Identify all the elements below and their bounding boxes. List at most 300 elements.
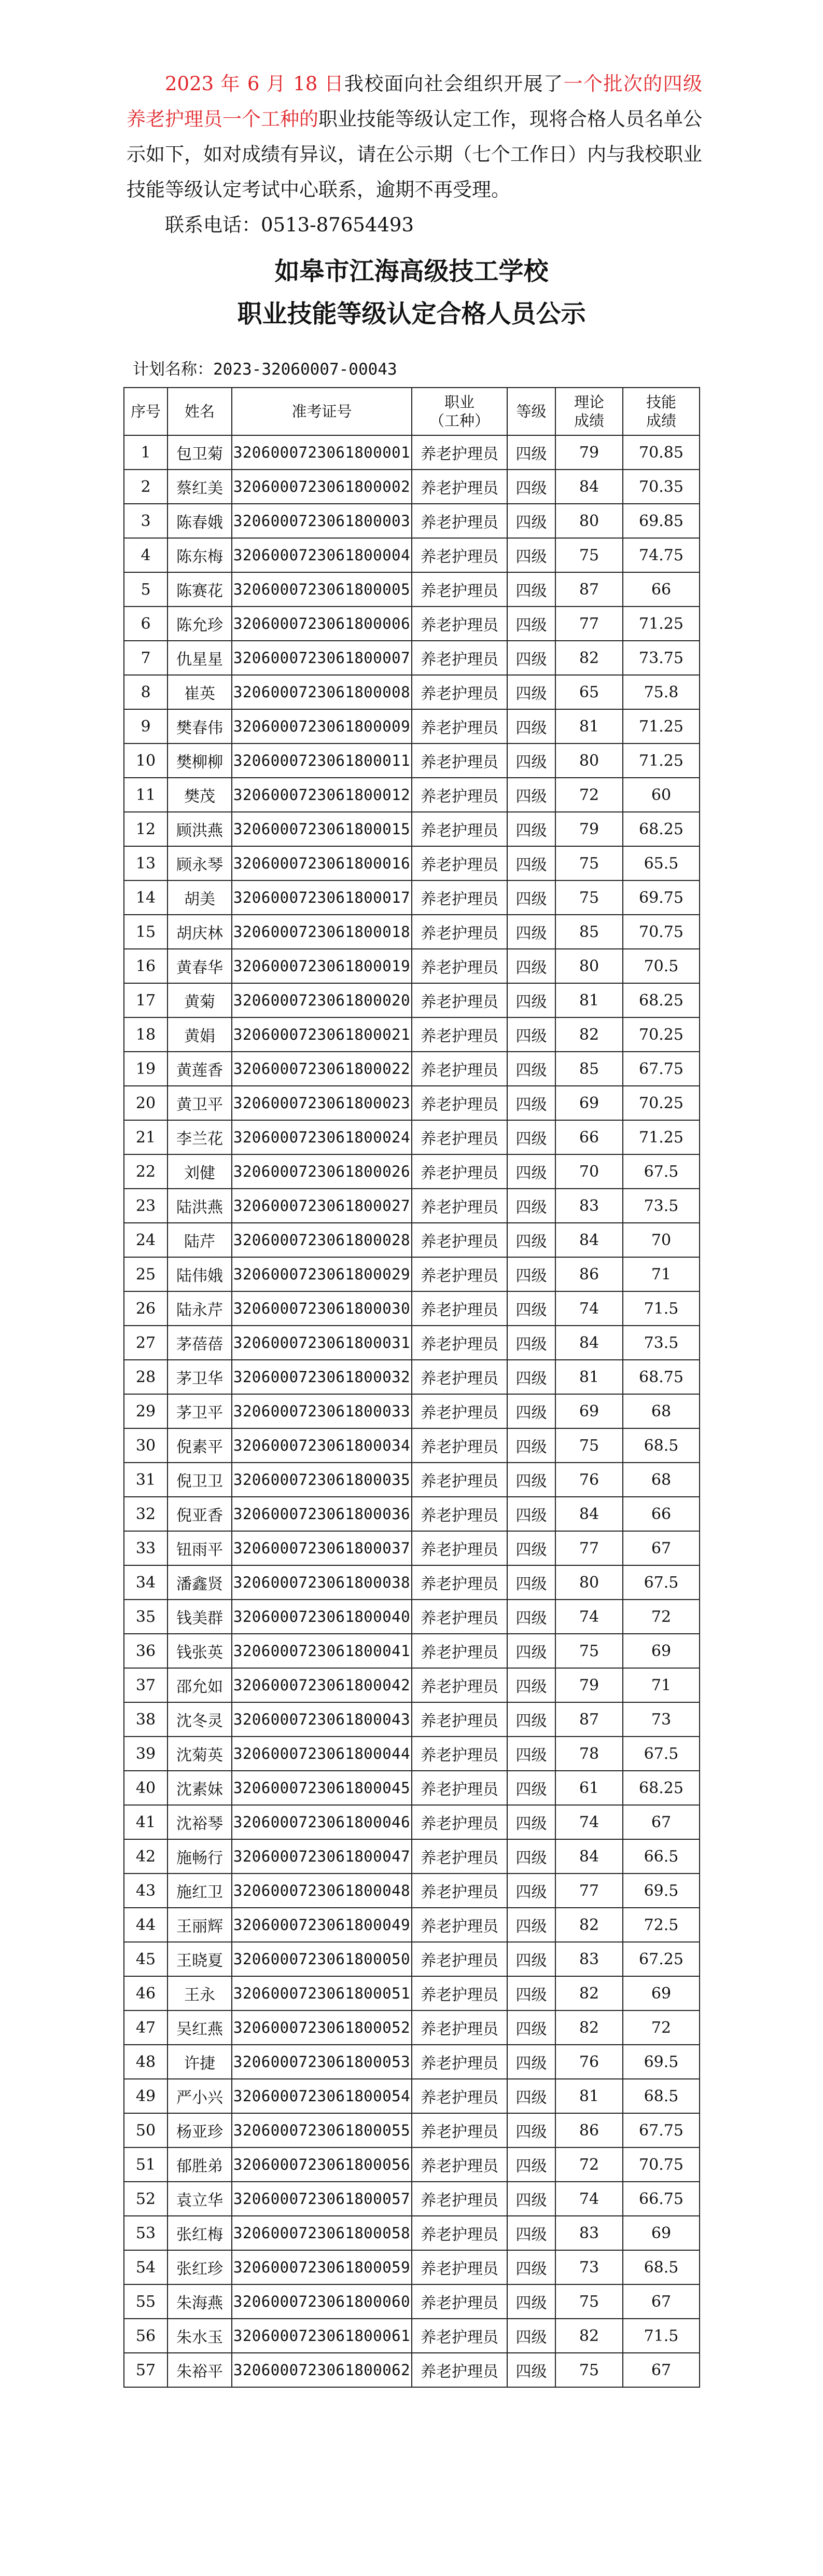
table-row xyxy=(124,1223,700,1257)
cell-skill: 68.5 xyxy=(623,1428,700,1463)
cell-skill: 70.75 xyxy=(623,915,700,949)
table-row xyxy=(124,435,700,470)
cell-level: 四级 xyxy=(507,675,555,709)
cell-level: 四级 xyxy=(507,1326,555,1360)
cell-occupation: 养老护理员 xyxy=(412,1600,507,1634)
table-row xyxy=(124,1976,700,2010)
cell-exam-no: 3206000723061800054 xyxy=(232,2079,412,2113)
cell-level: 四级 xyxy=(507,1223,555,1257)
cell-exam-no: 3206000723061800030 xyxy=(232,1291,412,1326)
cell-name: 陆永芹 xyxy=(168,1291,232,1326)
cell-occupation: 养老护理员 xyxy=(412,1291,507,1326)
cell-exam-no: 3206000723061800018 xyxy=(232,915,412,949)
cell-level: 四级 xyxy=(507,1394,555,1428)
cell-level: 四级 xyxy=(507,2113,555,2147)
cell-exam-no: 3206000723061800045 xyxy=(232,1771,412,1805)
table-row xyxy=(124,1531,700,1565)
cell-skill: 72 xyxy=(623,1600,700,1634)
cell-skill: 71.25 xyxy=(623,709,700,743)
cell-seq: 45 xyxy=(124,1942,168,1976)
cell-skill: 67.75 xyxy=(623,1052,700,1086)
notice-paragraph xyxy=(127,66,702,208)
cell-seq: 43 xyxy=(124,1874,168,1908)
header-skill-line2: 成绩 xyxy=(646,412,676,430)
cell-occupation: 养老护理员 xyxy=(412,435,507,470)
cell-level: 四级 xyxy=(507,983,555,1017)
cell-level: 四级 xyxy=(507,1771,555,1805)
cell-skill: 68.75 xyxy=(623,1360,700,1394)
cell-skill: 69.85 xyxy=(623,504,700,538)
table-row xyxy=(124,1805,700,1839)
cell-seq: 24 xyxy=(124,1223,168,1257)
cell-skill: 70.25 xyxy=(623,1017,700,1052)
cell-name: 钮雨平 xyxy=(168,1531,232,1565)
cell-name: 陈春娥 xyxy=(168,504,232,538)
cell-level: 四级 xyxy=(507,1189,555,1223)
cell-skill: 71.5 xyxy=(623,2319,700,2353)
cell-exam-no: 3206000723061800026 xyxy=(232,1154,412,1189)
cell-name: 陈赛花 xyxy=(168,572,232,607)
table-row xyxy=(124,2010,700,2045)
cell-theory: 74 xyxy=(555,2182,623,2216)
cell-seq: 55 xyxy=(124,2284,168,2319)
header-name: 姓名 xyxy=(168,388,232,435)
header-skill-line1: 技能 xyxy=(646,393,676,411)
table-row xyxy=(124,778,700,812)
header-level: 等级 xyxy=(507,388,555,435)
cell-skill: 71.5 xyxy=(623,1291,700,1326)
cell-occupation: 养老护理员 xyxy=(412,1017,507,1052)
table-row xyxy=(124,1154,700,1189)
cell-level: 四级 xyxy=(507,2284,555,2319)
cell-skill: 73.75 xyxy=(623,641,700,675)
cell-theory: 77 xyxy=(555,607,623,641)
cell-occupation: 养老护理员 xyxy=(412,1942,507,1976)
cell-exam-no: 3206000723061800005 xyxy=(232,572,412,607)
cell-level: 四级 xyxy=(507,1531,555,1565)
cell-occupation: 养老护理员 xyxy=(412,1531,507,1565)
cell-theory: 82 xyxy=(555,1976,623,2010)
cell-occupation: 养老护理员 xyxy=(412,1805,507,1839)
cell-exam-no: 3206000723061800028 xyxy=(232,1223,412,1257)
table-row xyxy=(124,2045,700,2079)
cell-skill: 70.25 xyxy=(623,1086,700,1120)
cell-skill: 69 xyxy=(623,1976,700,2010)
table-row xyxy=(124,846,700,880)
cell-occupation: 养老护理员 xyxy=(412,2045,507,2079)
cell-skill: 68.5 xyxy=(623,2250,700,2284)
cell-exam-no: 3206000723061800023 xyxy=(232,1086,412,1120)
cell-level: 四级 xyxy=(507,1017,555,1052)
cell-exam-no: 3206000723061800009 xyxy=(232,709,412,743)
cell-seq: 23 xyxy=(124,1189,168,1223)
cell-name: 沈菊英 xyxy=(168,1737,232,1771)
cell-level: 四级 xyxy=(507,1565,555,1600)
cell-theory: 82 xyxy=(555,2010,623,2045)
table-row xyxy=(124,607,700,641)
cell-seq: 25 xyxy=(124,1257,168,1291)
cell-skill: 70.85 xyxy=(623,435,700,470)
cell-skill: 66.5 xyxy=(623,1839,700,1874)
cell-level: 四级 xyxy=(507,1668,555,1702)
cell-exam-no: 3206000723061800059 xyxy=(232,2250,412,2284)
table-row xyxy=(124,1360,700,1394)
cell-name: 杨亚珍 xyxy=(168,2113,232,2147)
cell-theory: 66 xyxy=(555,1120,623,1154)
cell-theory: 75 xyxy=(555,2353,623,2387)
cell-occupation: 养老护理员 xyxy=(412,1189,507,1223)
table-row xyxy=(124,538,700,572)
table-row xyxy=(124,2250,700,2284)
table-row xyxy=(124,1086,700,1120)
cell-name: 黄春华 xyxy=(168,949,232,983)
cell-exam-no: 3206000723061800012 xyxy=(232,778,412,812)
cell-level: 四级 xyxy=(507,2250,555,2284)
cell-seq: 48 xyxy=(124,2045,168,2079)
table-row xyxy=(124,1497,700,1531)
cell-name: 崔英 xyxy=(168,675,232,709)
cell-skill: 67.5 xyxy=(623,1154,700,1189)
cell-theory: 80 xyxy=(555,949,623,983)
cell-name: 胡美 xyxy=(168,880,232,915)
cell-occupation: 养老护理员 xyxy=(412,504,507,538)
cell-exam-no: 3206000723061800036 xyxy=(232,1497,412,1531)
header-exam-no: 准考证号 xyxy=(232,388,412,435)
cell-seq: 8 xyxy=(124,675,168,709)
cell-name: 陈允珍 xyxy=(168,607,232,641)
cell-theory: 85 xyxy=(555,915,623,949)
cell-name: 茅蓓蓓 xyxy=(168,1326,232,1360)
cell-name: 袁立华 xyxy=(168,2182,232,2216)
cell-name: 吴红燕 xyxy=(168,2010,232,2045)
cell-skill: 73 xyxy=(623,1702,700,1737)
cell-theory: 82 xyxy=(555,2319,623,2353)
cell-occupation: 养老护理员 xyxy=(412,846,507,880)
cell-seq: 10 xyxy=(124,743,168,778)
cell-seq: 29 xyxy=(124,1394,168,1428)
cell-occupation: 养老护理员 xyxy=(412,1874,507,1908)
cell-skill: 68.5 xyxy=(623,2079,700,2113)
cell-skill: 68.25 xyxy=(623,812,700,846)
cell-skill: 60 xyxy=(623,778,700,812)
cell-level: 四级 xyxy=(507,2147,555,2182)
notice-title: 职业技能等级认定合格人员公示 xyxy=(237,299,586,328)
cell-occupation: 养老护理员 xyxy=(412,949,507,983)
table-row xyxy=(124,2284,700,2319)
cell-occupation: 养老护理员 xyxy=(412,1702,507,1737)
table-row xyxy=(124,2353,700,2387)
cell-skill: 73.5 xyxy=(623,1326,700,1360)
cell-seq: 13 xyxy=(124,846,168,880)
table-row xyxy=(124,2216,700,2250)
cell-exam-no: 3206000723061800033 xyxy=(232,1394,412,1428)
cell-name: 施畅行 xyxy=(168,1839,232,1874)
cell-theory: 80 xyxy=(555,504,623,538)
table-row xyxy=(124,709,700,743)
cell-seq: 46 xyxy=(124,1976,168,2010)
cell-level: 四级 xyxy=(507,778,555,812)
cell-seq: 14 xyxy=(124,880,168,915)
cell-name: 王丽辉 xyxy=(168,1908,232,1942)
cell-exam-no: 3206000723061800041 xyxy=(232,1634,412,1668)
cell-occupation: 养老护理员 xyxy=(412,1154,507,1189)
cell-name: 邵允如 xyxy=(168,1668,232,1702)
cell-name: 施红卫 xyxy=(168,1874,232,1908)
cell-exam-no: 3206000723061800021 xyxy=(232,1017,412,1052)
table-row xyxy=(124,1874,700,1908)
cell-occupation: 养老护理员 xyxy=(412,1428,507,1463)
cell-theory: 72 xyxy=(555,2147,623,2182)
table-row xyxy=(124,1326,700,1360)
cell-level: 四级 xyxy=(507,470,555,504)
table-row xyxy=(124,949,700,983)
cell-name: 沈素妹 xyxy=(168,1771,232,1805)
cell-level: 四级 xyxy=(507,1805,555,1839)
cell-theory: 86 xyxy=(555,1257,623,1291)
table-row xyxy=(124,1257,700,1291)
cell-exam-no: 3206000723061800050 xyxy=(232,1942,412,1976)
cell-theory: 73 xyxy=(555,2250,623,2284)
cell-occupation: 养老护理员 xyxy=(412,915,507,949)
cell-skill: 65.5 xyxy=(623,846,700,880)
cell-name: 倪卫卫 xyxy=(168,1463,232,1497)
cell-exam-no: 3206000723061800037 xyxy=(232,1531,412,1565)
cell-occupation: 养老护理员 xyxy=(412,1565,507,1600)
cell-skill: 70.5 xyxy=(623,949,700,983)
cell-exam-no: 3206000723061800019 xyxy=(232,949,412,983)
cell-name: 茅卫平 xyxy=(168,1394,232,1428)
cell-name: 樊茂 xyxy=(168,778,232,812)
cell-exam-no: 3206000723061800008 xyxy=(232,675,412,709)
cell-occupation: 养老护理员 xyxy=(412,1908,507,1942)
header-occupation-line1: 职业 xyxy=(444,393,475,411)
table-row xyxy=(124,2079,700,2113)
cell-skill: 67 xyxy=(623,1805,700,1839)
cell-exam-no: 3206000723061800004 xyxy=(232,538,412,572)
cell-occupation: 养老护理员 xyxy=(412,1086,507,1120)
cell-name: 朱水玉 xyxy=(168,2319,232,2353)
cell-seq: 26 xyxy=(124,1291,168,1326)
cell-theory: 84 xyxy=(555,1326,623,1360)
table-row xyxy=(124,1463,700,1497)
cell-exam-no: 3206000723061800057 xyxy=(232,2182,412,2216)
cell-theory: 74 xyxy=(555,1291,623,1326)
cell-theory: 61 xyxy=(555,1771,623,1805)
cell-seq: 6 xyxy=(124,607,168,641)
cell-occupation: 养老护理员 xyxy=(412,2319,507,2353)
cell-occupation: 养老护理员 xyxy=(412,1497,507,1531)
contact-phone: 联系电话：0513-87654493 xyxy=(165,214,414,236)
cell-skill: 66.75 xyxy=(623,2182,700,2216)
cell-seq: 30 xyxy=(124,1428,168,1463)
cell-skill: 67 xyxy=(623,1531,700,1565)
cell-occupation: 养老护理员 xyxy=(412,2250,507,2284)
cell-theory: 77 xyxy=(555,1874,623,1908)
cell-exam-no: 3206000723061800034 xyxy=(232,1428,412,1463)
cell-theory: 81 xyxy=(555,983,623,1017)
cell-occupation: 养老护理员 xyxy=(412,1668,507,1702)
cell-theory: 83 xyxy=(555,1189,623,1223)
cell-theory: 75 xyxy=(555,538,623,572)
cell-skill: 67.75 xyxy=(623,2113,700,2147)
cell-occupation: 养老护理员 xyxy=(412,1737,507,1771)
cell-skill: 69 xyxy=(623,2216,700,2250)
cell-name: 潘鑫贤 xyxy=(168,1565,232,1600)
cell-name: 陈东梅 xyxy=(168,538,232,572)
cell-exam-no: 3206000723061800006 xyxy=(232,607,412,641)
cell-name: 茅卫华 xyxy=(168,1360,232,1394)
cell-theory: 75 xyxy=(555,846,623,880)
cell-exam-no: 3206000723061800032 xyxy=(232,1360,412,1394)
cell-exam-no: 3206000723061800017 xyxy=(232,880,412,915)
cell-level: 四级 xyxy=(507,2182,555,2216)
table-row xyxy=(124,2182,700,2216)
cell-seq: 47 xyxy=(124,2010,168,2045)
cell-name: 蔡红美 xyxy=(168,470,232,504)
cell-seq: 2 xyxy=(124,470,168,504)
cell-theory: 79 xyxy=(555,1668,623,1702)
cell-occupation: 养老护理员 xyxy=(412,880,507,915)
cell-level: 四级 xyxy=(507,709,555,743)
cell-exam-no: 3206000723061800015 xyxy=(232,812,412,846)
cell-exam-no: 3206000723061800051 xyxy=(232,1976,412,2010)
cell-seq: 20 xyxy=(124,1086,168,1120)
cell-level: 四级 xyxy=(507,607,555,641)
cell-seq: 9 xyxy=(124,709,168,743)
cell-occupation: 养老护理员 xyxy=(412,983,507,1017)
table-row xyxy=(124,1668,700,1702)
cell-occupation: 养老护理员 xyxy=(412,709,507,743)
cell-level: 四级 xyxy=(507,1976,555,2010)
cell-level: 四级 xyxy=(507,1908,555,1942)
cell-level: 四级 xyxy=(507,2045,555,2079)
cell-level: 四级 xyxy=(507,2079,555,2113)
cell-theory: 87 xyxy=(555,572,623,607)
cell-theory: 69 xyxy=(555,1394,623,1428)
cell-occupation: 养老护理员 xyxy=(412,675,507,709)
table-row xyxy=(124,812,700,846)
cell-level: 四级 xyxy=(507,1497,555,1531)
cell-exam-no: 3206000723061800038 xyxy=(232,1565,412,1600)
cell-exam-no: 3206000723061800016 xyxy=(232,846,412,880)
cell-level: 四级 xyxy=(507,1702,555,1737)
table-row xyxy=(124,1600,700,1634)
cell-seq: 16 xyxy=(124,949,168,983)
cell-exam-no: 3206000723061800049 xyxy=(232,1908,412,1942)
cell-occupation: 养老护理员 xyxy=(412,1771,507,1805)
cell-skill: 70.35 xyxy=(623,470,700,504)
table-row xyxy=(124,1428,700,1463)
qualified-personnel-table xyxy=(123,387,700,2388)
cell-level: 四级 xyxy=(507,1942,555,1976)
cell-skill: 70.75 xyxy=(623,2147,700,2182)
cell-theory: 82 xyxy=(555,1908,623,1942)
header-seq: 序号 xyxy=(124,388,168,435)
cell-skill: 71 xyxy=(623,1257,700,1291)
cell-skill: 68 xyxy=(623,1394,700,1428)
cell-level: 四级 xyxy=(507,2319,555,2353)
cell-name: 刘健 xyxy=(168,1154,232,1189)
cell-theory: 75 xyxy=(555,2284,623,2319)
cell-name: 王晓夏 xyxy=(168,1942,232,1976)
table-row xyxy=(124,1942,700,1976)
cell-occupation: 养老护理员 xyxy=(412,1839,507,1874)
header-occupation-line2: （工种） xyxy=(429,412,490,430)
cell-skill: 75.8 xyxy=(623,675,700,709)
cell-exam-no: 3206000723061800043 xyxy=(232,1702,412,1737)
cell-seq: 52 xyxy=(124,2182,168,2216)
cell-name: 张红珍 xyxy=(168,2250,232,2284)
cell-exam-no: 3206000723061800053 xyxy=(232,2045,412,2079)
cell-occupation: 养老护理员 xyxy=(412,538,507,572)
table-row xyxy=(124,880,700,915)
cell-occupation: 养老护理员 xyxy=(412,2113,507,2147)
cell-theory: 78 xyxy=(555,1737,623,1771)
cell-theory: 84 xyxy=(555,1497,623,1531)
cell-occupation: 养老护理员 xyxy=(412,778,507,812)
cell-seq: 31 xyxy=(124,1463,168,1497)
cell-exam-no: 3206000723061800035 xyxy=(232,1463,412,1497)
table-row xyxy=(124,1908,700,1942)
cell-theory: 74 xyxy=(555,1600,623,1634)
cell-level: 四级 xyxy=(507,1600,555,1634)
cell-theory: 80 xyxy=(555,1565,623,1600)
cell-theory: 69 xyxy=(555,1086,623,1120)
cell-seq: 27 xyxy=(124,1326,168,1360)
cell-occupation: 养老护理员 xyxy=(412,1360,507,1394)
cell-name: 朱海燕 xyxy=(168,2284,232,2319)
cell-level: 四级 xyxy=(507,1052,555,1086)
notice-intro xyxy=(127,66,702,208)
cell-level: 四级 xyxy=(507,1463,555,1497)
cell-theory: 84 xyxy=(555,470,623,504)
cell-occupation: 养老护理员 xyxy=(412,2147,507,2182)
cell-name: 顾洪燕 xyxy=(168,812,232,846)
cell-skill: 67 xyxy=(623,2353,700,2387)
table-row xyxy=(124,675,700,709)
cell-level: 四级 xyxy=(507,572,555,607)
cell-level: 四级 xyxy=(507,1086,555,1120)
cell-occupation: 养老护理员 xyxy=(412,1120,507,1154)
cell-seq: 44 xyxy=(124,1908,168,1942)
cell-name: 钱张英 xyxy=(168,1634,232,1668)
cell-level: 四级 xyxy=(507,812,555,846)
cell-skill: 71 xyxy=(623,1668,700,1702)
cell-name: 李兰花 xyxy=(168,1120,232,1154)
notice-text-2: 职业技能等级认定工作，现将合格人员名单公示如下，如对成绩有异议，请在公示期（七个工作日）内与我校职业技能等级认定考试中心联系，逾期不再受理。 xyxy=(127,108,702,201)
cell-skill: 71.25 xyxy=(623,607,700,641)
cell-theory: 87 xyxy=(555,1702,623,1737)
cell-seq: 40 xyxy=(124,1771,168,1805)
cell-name: 王永 xyxy=(168,1976,232,2010)
cell-seq: 32 xyxy=(124,1497,168,1531)
cell-theory: 75 xyxy=(555,1428,623,1463)
table-header-row xyxy=(124,388,700,435)
cell-name: 张红梅 xyxy=(168,2216,232,2250)
cell-theory: 85 xyxy=(555,1052,623,1086)
cell-level: 四级 xyxy=(507,538,555,572)
cell-exam-no: 3206000723061800029 xyxy=(232,1257,412,1291)
table-row xyxy=(124,1189,700,1223)
cell-exam-no: 3206000723061800047 xyxy=(232,1839,412,1874)
table-row xyxy=(124,1771,700,1805)
header-occupation xyxy=(412,388,507,435)
cell-occupation: 养老护理员 xyxy=(412,607,507,641)
cell-seq: 18 xyxy=(124,1017,168,1052)
cell-exam-no: 3206000723061800027 xyxy=(232,1189,412,1223)
cell-occupation: 养老护理员 xyxy=(412,743,507,778)
cell-exam-no: 3206000723061800052 xyxy=(232,2010,412,2045)
